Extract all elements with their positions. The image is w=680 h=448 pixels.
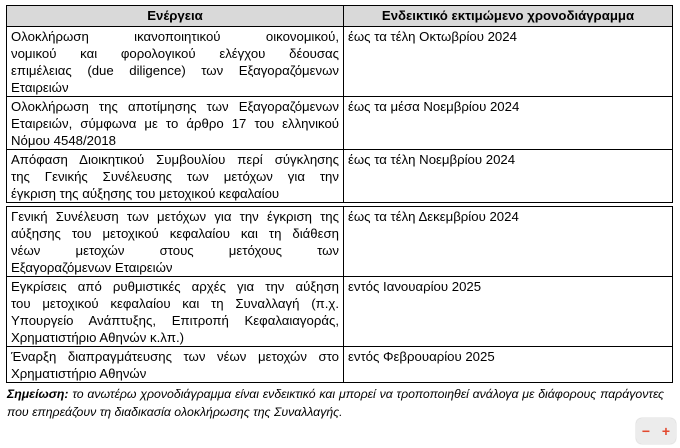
table-row [7, 277, 673, 347]
action-line: Έναρξη διαπραγμάτευσης των νέων μετοχών στο [11, 349, 339, 364]
action-line: Υπουργείο Ανάπτυξης, Επιτροπή Κεφαλαιαγοράς, [11, 313, 339, 328]
action-line: επιμέλειας (due diligence) των Εξαγοραζόμενων [11, 63, 339, 78]
action-cell [7, 347, 344, 383]
timeline-cell: έως τα μέσα Νοεμβρίου 2024 [344, 97, 673, 150]
table-row [7, 150, 673, 203]
action-line: αύξησης του μετοχικού κεφαλαίου και τη διάθεση [11, 226, 339, 241]
footnote-label: Σημείωση: [7, 387, 69, 401]
timeline-cell: έως τα τέλη Δεκεμβρίου 2024 [344, 207, 673, 277]
action-cell [7, 207, 344, 277]
table-row [7, 97, 673, 150]
action-cell [7, 97, 344, 150]
action-line: έγκριση της αύξησης του μετοχικού κεφαλαίου [11, 186, 280, 201]
schedule-table [6, 5, 673, 383]
timeline-cell: εντός Φεβρουαρίου 2025 [344, 347, 673, 383]
action-line: Ολοκλήρωση της αποτίμησης των Εξαγοραζόμενων [11, 99, 339, 114]
timeline-cell: έως τα τέλη Νοεμβρίου 2024 [344, 150, 673, 203]
action-line: Απόφαση Διοικητικού Συμβουλίου περί σύγκλησης [11, 152, 339, 167]
footnote [6, 385, 672, 421]
header-action: Ενέργεια [7, 6, 344, 27]
table-row [7, 27, 673, 97]
footnote-text: το ανωτέρω χρονοδιάγραμμα είναι ενδεικτικό και μπορεί να τροποποιηθεί ανάλογα με διάφορους παράγοντες που επηρεάζουν τη διαδικασία ολοκλήρωσης της Συναλλαγής. [7, 387, 664, 419]
action-line: Εταιρειών, σύμφωνα με το άρθρο 17 του ελληνικού [11, 116, 339, 131]
action-line: του μετοχικού κεφαλαίου και τη Συναλλαγή (π.χ. [11, 296, 339, 311]
action-line: Γενική Συνέλευση των μετόχων για την έγκριση της [11, 209, 339, 224]
action-line: Νόμου 4548/2018 [11, 133, 117, 148]
action-line: Χρηματιστήριο Αθηνών κ.λπ.) [11, 330, 184, 345]
table-header-row [7, 6, 673, 27]
action-cell [7, 150, 344, 203]
action-line: Εταιρειών [11, 80, 69, 95]
table-row [7, 347, 673, 383]
action-line: Ολοκλήρωση ικανοποιητικού οικονομικού, [11, 29, 339, 44]
action-line: νέων μετοχών στους μετόχους των [11, 243, 339, 258]
timeline-cell: εντός Ιανουαρίου 2025 [344, 277, 673, 347]
action-line: Εξαγοραζόμενων Εταιρειών [11, 260, 173, 275]
zoom-widget[interactable] [636, 418, 676, 444]
action-cell [7, 27, 344, 97]
header-timeline: Ενδεικτικό εκτιμώμενο χρονοδιάγραμμα [344, 6, 673, 27]
document-page [6, 5, 672, 421]
action-line: νομικού και φορολογικού ελέγχου δέουσας [11, 46, 339, 61]
table-row [7, 207, 673, 277]
minus-icon[interactable]: − [641, 423, 651, 439]
action-line: Εγκρίσεις από ρυθμιστικές αρχές για την αύξηση [11, 279, 339, 294]
timeline-cell: έως τα τέλη Οκτωβρίου 2024 [344, 27, 673, 97]
action-line: της Γενικής Συνέλευσης των μετόχων για την [11, 169, 339, 184]
action-cell [7, 277, 344, 347]
plus-icon[interactable]: + [661, 423, 671, 439]
action-line: Χρηματιστήριο Αθηνών [11, 366, 147, 381]
